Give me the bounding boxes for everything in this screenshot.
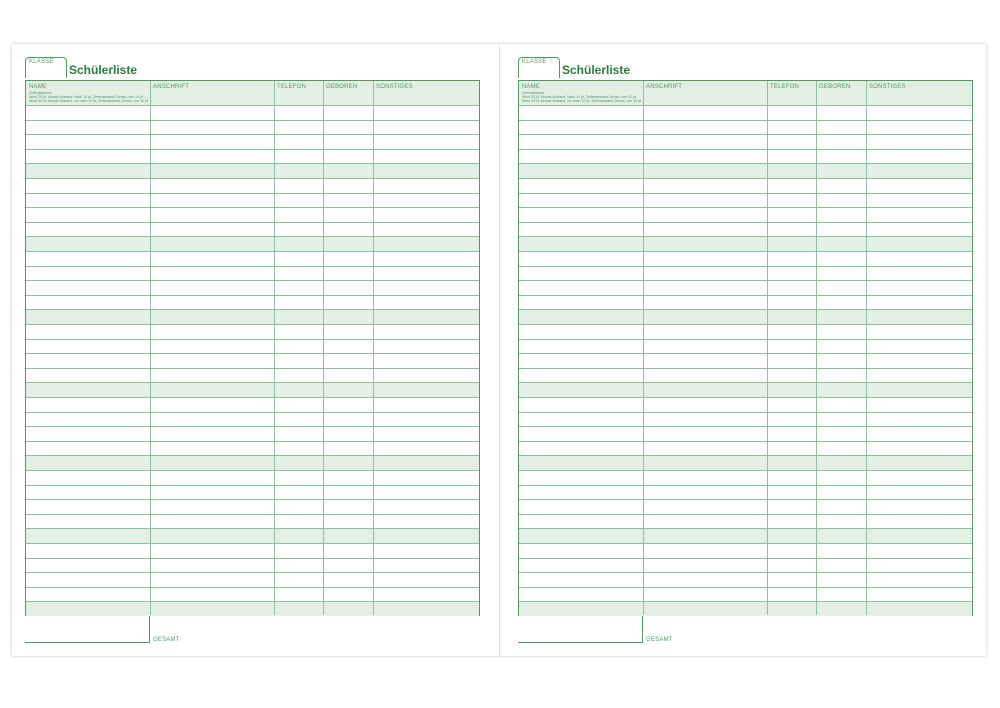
row-line <box>26 207 479 208</box>
row-line <box>26 455 479 456</box>
row-line <box>519 499 972 500</box>
column-header-telefon: TELEFON <box>277 84 307 90</box>
signature-line[interactable] <box>518 642 642 643</box>
row-line <box>26 222 479 223</box>
row-line <box>519 178 972 179</box>
row-line <box>26 105 479 106</box>
row-line <box>519 266 972 267</box>
row-line <box>519 251 972 252</box>
row-line <box>519 426 972 427</box>
row-line <box>26 193 479 194</box>
column-header-geboren: GEBOREN <box>326 84 358 90</box>
signature-line[interactable] <box>25 642 149 643</box>
row-line <box>26 353 479 354</box>
row-line <box>26 543 479 544</box>
shaded-row <box>26 455 479 470</box>
row-line <box>26 528 479 529</box>
shaded-row <box>519 455 972 470</box>
page-fold <box>499 44 500 656</box>
column-divider <box>373 81 374 615</box>
shaded-row <box>26 382 479 397</box>
row-line <box>26 514 479 515</box>
column-header-name: NAME <box>522 84 541 90</box>
row-line <box>519 528 972 529</box>
row-line <box>26 309 479 310</box>
row-line <box>519 236 972 237</box>
shaded-row <box>519 528 972 543</box>
row-line <box>26 339 479 340</box>
row-line <box>519 309 972 310</box>
column-header-name: NAME <box>29 84 48 90</box>
klasse-label: KLASSE <box>522 59 547 65</box>
row-line <box>519 558 972 559</box>
shaded-row <box>519 236 972 251</box>
row-line <box>26 149 479 150</box>
row-line <box>519 280 972 281</box>
column-header-anschrift: ANSCHRIFT <box>646 84 683 90</box>
shaded-row <box>26 601 479 616</box>
row-line <box>519 120 972 121</box>
row-line <box>519 587 972 588</box>
gesamt-label: GESAMT <box>153 637 180 643</box>
right-page <box>505 44 992 656</box>
shaded-row <box>519 601 972 616</box>
row-line <box>519 368 972 369</box>
row-line <box>519 572 972 573</box>
row-line <box>26 295 479 296</box>
klasse-tab[interactable] <box>25 57 67 78</box>
shaded-row <box>26 528 479 543</box>
column-header-sonstiges: SONSTIGES <box>376 84 413 90</box>
name-note: Word 2010: Absatz Abstand, Nach 10 pt, Zeilenabstand Genau, von 10 pt <box>522 95 636 99</box>
name-note: Zeilenabstand: <box>29 91 52 95</box>
page-title: Schülerliste <box>69 63 138 77</box>
row-line <box>519 339 972 340</box>
column-divider <box>274 81 275 615</box>
column-divider <box>323 81 324 615</box>
gesamt-divider <box>149 616 150 643</box>
row-line <box>519 193 972 194</box>
row-line <box>26 324 479 325</box>
row-line <box>26 412 479 413</box>
column-divider <box>866 81 867 615</box>
row-line <box>26 236 479 237</box>
row-line <box>26 572 479 573</box>
row-line <box>26 470 479 471</box>
row-line <box>519 149 972 150</box>
row-line <box>26 251 479 252</box>
row-line <box>26 485 479 486</box>
left-page <box>12 44 499 656</box>
row-line <box>519 412 972 413</box>
klasse-label: KLASSE <box>29 59 54 65</box>
column-header-geboren: GEBOREN <box>819 84 851 90</box>
row-line <box>26 368 479 369</box>
row-line <box>519 601 972 602</box>
row-line <box>519 207 972 208</box>
student-table <box>518 80 973 616</box>
gesamt-divider <box>642 616 643 643</box>
row-line <box>26 280 479 281</box>
row-line <box>519 455 972 456</box>
shaded-row <box>519 163 972 178</box>
gesamt-label: GESAMT <box>646 637 673 643</box>
column-header-anschrift: ANSCHRIFT <box>153 84 190 90</box>
row-line <box>26 163 479 164</box>
row-line <box>519 485 972 486</box>
row-line <box>519 353 972 354</box>
row-line <box>26 397 479 398</box>
column-header-telefon: TELEFON <box>770 84 800 90</box>
row-line <box>519 543 972 544</box>
row-line <box>519 295 972 296</box>
row-line <box>26 266 479 267</box>
row-line <box>519 134 972 135</box>
shaded-row <box>26 163 479 178</box>
column-divider <box>767 81 768 615</box>
shaded-row <box>26 236 479 251</box>
klasse-tab[interactable] <box>518 57 560 78</box>
student-table <box>25 80 480 616</box>
row-line <box>519 324 972 325</box>
row-line <box>519 514 972 515</box>
row-line <box>519 397 972 398</box>
row-line <box>26 558 479 559</box>
column-divider <box>816 81 817 615</box>
row-line <box>26 601 479 602</box>
page-title: Schülerliste <box>562 63 631 77</box>
row-line <box>26 426 479 427</box>
row-line <box>26 178 479 179</box>
shaded-row <box>519 309 972 324</box>
name-note: Zeilenabstand: <box>522 91 545 95</box>
shaded-row <box>519 382 972 397</box>
column-divider <box>643 81 644 615</box>
row-line <box>519 163 972 164</box>
row-line <box>26 441 479 442</box>
column-header-sonstiges: SONSTIGES <box>869 84 906 90</box>
row-line <box>519 470 972 471</box>
name-note: Word 2013: Absatz Abstand, vor nach 10 pt, Zeilenabstand Genau, von 10 pt <box>29 99 149 103</box>
row-line <box>26 120 479 121</box>
row-line <box>26 382 479 383</box>
row-line <box>519 441 972 442</box>
row-line <box>26 587 479 588</box>
row-line <box>519 105 972 106</box>
name-note: Word 2013: Absatz Abstand, vor nach 10 pt, Zeilenabstand Genau, von 10 pt <box>522 99 642 103</box>
shaded-row <box>26 309 479 324</box>
row-line <box>519 382 972 383</box>
row-line <box>519 222 972 223</box>
row-line <box>26 499 479 500</box>
column-divider <box>150 81 151 615</box>
name-note: Word 2010: Absatz Abstand, Nach 10 pt, Zeilenabstand Genau, von 10 pt <box>29 95 143 99</box>
row-line <box>26 134 479 135</box>
